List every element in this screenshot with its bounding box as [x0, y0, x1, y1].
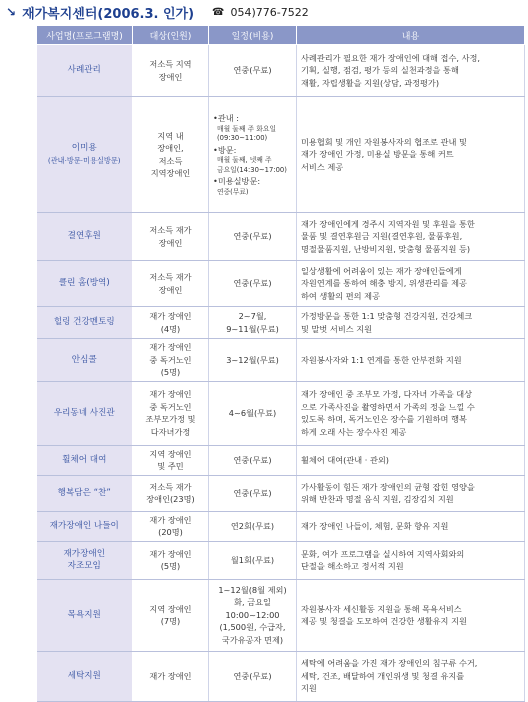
program-name-cell — [37, 213, 133, 261]
col-header-content: 내용 — [297, 26, 525, 45]
col-header-target: 대상(인원) — [133, 26, 209, 45]
content-cell: 재가 장애인에게 경주시 지역자원 및 후원을 통한 물품 및 결연후원금 지원(결연후원, 물품후원, 명절물품지원, 난방비지원, 맞춤형 물품지원 등) — [297, 213, 525, 261]
content-cell: 미용협회 및 개인 자원봉사자의 협조로 관내 및 재가 장애인 가정, 미용실 방문을 통해 커트 서비스 제공 — [297, 97, 525, 213]
program-name-cell — [37, 339, 133, 382]
schedule-cell: 3~12월(무료) — [209, 339, 297, 382]
program-name-sub: (관내·방문·미용실방문) — [47, 155, 121, 165]
program-name-cell — [37, 97, 133, 213]
content-cell: 사례관리가 필요한 재가 장애인에 대해 접수, 사정, 기획, 실행, 점검, 평가 등의 실천과정을 통해 재활, 자립생활을 지원(상담, 과정평가) — [297, 45, 525, 97]
target-cell: 재가 장애인 (4명) — [133, 307, 209, 339]
program-name: 행복담은 “찬” — [57, 487, 111, 498]
col-header-program: 사업명(프로그램명) — [37, 26, 133, 45]
content-cell: 가정방문을 통한 1:1 맞춤형 건강지원, 건강체크 및 말벗 서비스 지원 — [297, 307, 525, 339]
table-row — [37, 213, 525, 261]
program-name-cell — [37, 445, 133, 475]
program-name: 힐링 건강멘토링 — [53, 317, 115, 328]
schedule-cell — [209, 97, 297, 213]
schedule-line: •미용실방문: — [213, 176, 261, 186]
program-name-cell — [37, 579, 133, 651]
table-row — [37, 381, 525, 445]
program-name-cell — [37, 261, 133, 307]
table-header-row — [37, 26, 525, 45]
schedule-cell: 연중(무료) — [209, 261, 297, 307]
content-cell: 재가 장애인 중 조부모 가정, 다자녀 가족을 대상 으로 가족사진을 촬영하면서 가족의 정을 느낄 수 있도록 하며, 독거노인은 장수를 기원하며 행복 하게 오래 사는 장수사진 제공 — [297, 381, 525, 445]
program-name-cell — [37, 651, 133, 701]
target-cell: 재가 장애인 중 독거노인 조부모가정 및 다자녀가정 — [133, 381, 209, 445]
program-name-cell — [37, 307, 133, 339]
schedule-line: 매월 둘째 주 화요일 — [217, 124, 277, 133]
target-cell: 지역 장애인 및 주민 — [133, 445, 209, 475]
table-row — [37, 261, 525, 307]
program-name: 재가장애인 자조모임 — [63, 548, 105, 571]
target-cell: 저소득 지역 장애인 — [133, 45, 209, 97]
content-cell: 가사활동이 힘든 재가 장애인의 균형 잡힌 영양을 위해 반찬과 명절 음식 지원, 김장김치 지원 — [297, 475, 525, 511]
schedule-line: 연중(무료) — [217, 187, 249, 196]
schedule-cell: 월1회(무료) — [209, 541, 297, 579]
program-name: 목욕지원 — [67, 609, 101, 620]
table-row — [37, 651, 525, 701]
program-name-cell — [37, 541, 133, 579]
program-table — [36, 25, 525, 702]
schedule-cell: 연중(무료) — [209, 651, 297, 701]
target-cell: 지역 장애인 (7명) — [133, 579, 209, 651]
schedule-line: 금요일(14:30~17:00) — [217, 165, 287, 174]
table-row — [37, 97, 525, 213]
content-cell: 자원봉사자와 1:1 연계를 통한 안부전화 지원 — [297, 339, 525, 382]
target-cell: 저소득 재가 장애인 — [133, 261, 209, 307]
phone-icon: ☎ — [212, 6, 225, 18]
program-name: 결연후원 — [67, 231, 101, 242]
section-title: 재가복지센터(2006.3. 인가) — [22, 6, 195, 22]
program-name: 이미용 — [71, 143, 97, 153]
schedule-line: •방문: — [213, 144, 237, 155]
table-row — [37, 511, 525, 541]
content-cell: 세탁에 어려움을 가진 재가 장애인의 침구류 수거, 세탁, 건조, 배달하여 개인위생 및 청결 유지를 지원 — [297, 651, 525, 701]
target-cell: 재가 장애인 (20명) — [133, 511, 209, 541]
target-cell: 저소득 재가 장애인 — [133, 213, 209, 261]
content-cell: 일상생활에 어려움이 있는 재가 장애인들에게 자원연계를 통하여 해충 방지, 위생관리를 제공 하여 생활의 편의 제공 — [297, 261, 525, 307]
program-name: 재가장애인 나들이 — [49, 520, 119, 531]
program-name: 사례관리 — [67, 65, 101, 76]
content-cell: 자원봉사자 세신활동 지원을 통해 목욕서비스 제공 및 청결을 도모하여 건강한 생활유지 지원 — [297, 579, 525, 651]
phone-number: 054)776-7522 — [230, 5, 309, 19]
target-cell: 지역 내 장애인, 저소득 지역장애인 — [133, 97, 209, 213]
program-name: 안심콜 — [71, 354, 97, 365]
table-row — [37, 45, 525, 97]
target-cell: 저소득 재가 장애인(23명) — [133, 475, 209, 511]
program-name: 클린 홈(방역) — [58, 278, 110, 289]
target-cell: 재가 장애인 중 독거노인 (5명) — [133, 339, 209, 382]
target-cell: 재가 장애인 (5명) — [133, 541, 209, 579]
target-cell: 재가 장애인 — [133, 651, 209, 701]
schedule-cell: 1~12월(8월 제외) 화, 금요일 10:00~12:00 (1,500원, 수급자, 국가유공자 면제) — [209, 579, 297, 651]
schedule-cell: 연2회(무료) — [209, 511, 297, 541]
content-cell: 휠체어 대여(관내 · 관외) — [297, 445, 525, 475]
program-name-cell — [37, 511, 133, 541]
schedule-cell: 연중(무료) — [209, 445, 297, 475]
schedule-cell: 2~7월, 9~11월(무료) — [209, 307, 297, 339]
table-row — [37, 475, 525, 511]
schedule-cell: 연중(무료) — [209, 213, 297, 261]
table-row — [37, 445, 525, 475]
content-cell: 문화, 여가 프로그램을 실시하여 지역사회와의 단절을 해소하고 정서적 지원 — [297, 541, 525, 579]
program-name: 휠체어 대여 — [62, 454, 107, 465]
table-row — [37, 307, 525, 339]
schedule-line: 매월 둘째, 넷째 주 — [217, 156, 272, 164]
section-header — [0, 0, 528, 24]
col-header-schedule: 일정(비용) — [209, 26, 297, 45]
table-row — [37, 541, 525, 579]
arrow-icon: ↘ — [6, 5, 17, 19]
schedule-cell: 연중(무료) — [209, 475, 297, 511]
schedule-line: •관내 : — [213, 113, 240, 123]
program-name-cell — [37, 45, 133, 97]
table-row — [37, 579, 525, 651]
content-cell: 재가 장애인 나들이, 체험, 문화 향유 지원 — [297, 511, 525, 541]
program-name-cell — [37, 381, 133, 445]
schedule-cell: 연중(무료) — [209, 45, 297, 97]
program-name-cell — [37, 475, 133, 511]
table-row — [37, 339, 525, 382]
schedule-cell: 4~6월(무료) — [209, 381, 297, 445]
program-name: 세탁지원 — [67, 670, 101, 681]
program-name: 우리동네 사진관 — [53, 407, 115, 418]
schedule-line: (09:30~11:00) — [217, 134, 268, 142]
